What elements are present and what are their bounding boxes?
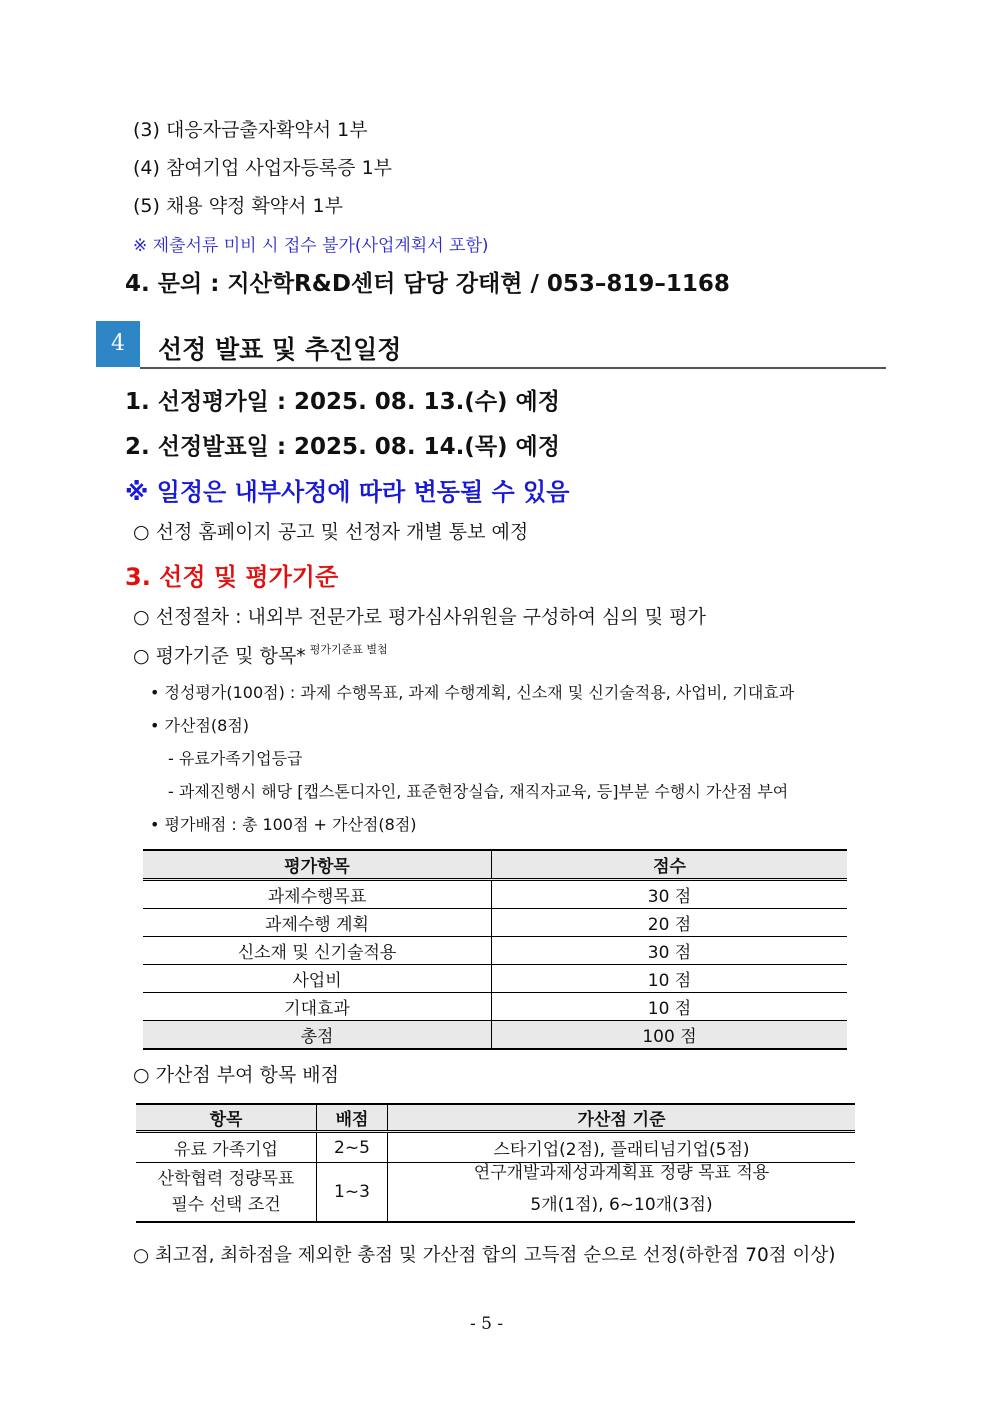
- criteria-superscript: 평가기준표 별첨: [309, 643, 388, 656]
- eval-cell-item: 사업비: [143, 965, 492, 993]
- bonus-item-line-2: 필수 선택 조건: [171, 1195, 281, 1215]
- eval-table: [143, 849, 847, 1050]
- table-row: [143, 937, 847, 965]
- bonus-cell-item: 유료 가족기업: [136, 1132, 317, 1163]
- eval-cell-score: 10 점: [492, 965, 848, 993]
- bonus-table-header: [136, 1104, 855, 1132]
- bonus-sub-2: - 과제진행시 해당 [캡스톤디자인, 표준현장실습, 재직자교육, 등]부분 수행시 가산점 부여: [168, 782, 789, 801]
- eval-cell-item: 기대효과: [143, 993, 492, 1021]
- bonus-cell-criteria: 스타기업(2점), 플래티넘기업(5점): [388, 1132, 856, 1163]
- bonus-cell-score: 1~3: [317, 1163, 388, 1223]
- bonus-cell-criteria: [388, 1163, 856, 1223]
- criteria-item-text: ○ 평가기준 및 항목*: [133, 645, 306, 667]
- eval-total-score: 100 점: [492, 1021, 848, 1050]
- table-row: [136, 1163, 855, 1223]
- table-row: [143, 965, 847, 993]
- eval-cell-item: 과제수행 계획: [143, 909, 492, 937]
- eval-total-label: 총점: [143, 1021, 492, 1050]
- bonus-criteria-line-1: 연구개발과제성과계획표 정량 목표 적용: [473, 1163, 770, 1183]
- table-row: [143, 909, 847, 937]
- eval-cell-item: 신소재 및 신기술적용: [143, 937, 492, 965]
- page-number: - 5 -: [470, 1314, 504, 1334]
- bonus-sub-1: - 유료가족기업등급: [168, 749, 303, 768]
- criteria-heading: 3. 선정 및 평가기준: [125, 563, 339, 591]
- bonus-cell-item: [136, 1163, 317, 1223]
- criteria-item: [133, 641, 388, 668]
- table-row: [143, 880, 847, 909]
- notice-item: ○ 선정 홈페이지 공고 및 선정자 개별 통보 예정: [133, 521, 529, 543]
- eval-cell-score: 20 점: [492, 909, 848, 937]
- table-row: [143, 993, 847, 1021]
- eval-total-row: [143, 1021, 847, 1050]
- section-number-box: 4: [96, 321, 140, 367]
- section-rule: [140, 367, 886, 369]
- doc-item-3: (3) 대응자금출자확약서 1부: [133, 119, 368, 141]
- final-note: ○ 최고점, 최하점을 제외한 총점 및 가산점 합의 고득점 순으로 선정(하한점 70점 이상): [133, 1245, 836, 1266]
- doc-note: ※ 제출서류 미비 시 접수 불가(사업계획서 포함): [133, 236, 489, 256]
- section-title: 선정 발표 및 추진일정: [158, 335, 402, 364]
- eval-cell-score: 30 점: [492, 880, 848, 909]
- bullet-qualitative: • 정성평가(100점) : 과제 수행목표, 과제 수행계획, 신소재 및 신기술적용, 사업비, 기대효과: [150, 683, 795, 702]
- bonus-cell-score: 2~5: [317, 1132, 388, 1163]
- bonus-header-criteria: 가산점 기준: [388, 1104, 856, 1132]
- schedule-announce-date: 2. 선정발표일 : 2025. 08. 14.(목) 예정: [125, 434, 560, 460]
- bonus-header-item: 항목: [136, 1104, 317, 1132]
- contact-line: 4. 문의 : 지산학R&D센터 담당 강태현 / 053–819–1168: [125, 271, 730, 297]
- bonus-table: [136, 1103, 855, 1223]
- bonus-header-score: 배점: [317, 1104, 388, 1132]
- bonus-heading: ○ 가산점 부여 항목 배점: [133, 1064, 339, 1086]
- schedule-eval-date: 1. 선정평가일 : 2025. 08. 13.(수) 예정: [125, 389, 560, 415]
- eval-cell-item: 과제수행목표: [143, 880, 492, 909]
- bonus-criteria-line-2: 5개(1점), 6~10개(3점): [530, 1195, 713, 1215]
- bonus-item-line-1: 산학협력 정량목표: [157, 1169, 295, 1189]
- eval-header-score: 점수: [492, 850, 848, 880]
- eval-cell-score: 30 점: [492, 937, 848, 965]
- bullet-bonus: • 가산점(8점): [150, 716, 250, 735]
- schedule-change-note: ※ 일정은 내부사정에 따라 변동될 수 있음: [125, 478, 570, 506]
- doc-item-4: (4) 참여기업 사업자등록증 1부: [133, 157, 393, 179]
- eval-table-header: [143, 850, 847, 880]
- procedure-item: ○ 선정절차 : 내외부 전문가로 평가심사위원을 구성하여 심의 및 평가: [133, 606, 706, 628]
- doc-item-5: (5) 채용 약정 확약서 1부: [133, 195, 343, 217]
- eval-cell-score: 10 점: [492, 993, 848, 1021]
- bullet-allocation: • 평가배점 : 총 100점 + 가산점(8점): [150, 815, 417, 834]
- eval-header-item: 평가항목: [143, 850, 492, 880]
